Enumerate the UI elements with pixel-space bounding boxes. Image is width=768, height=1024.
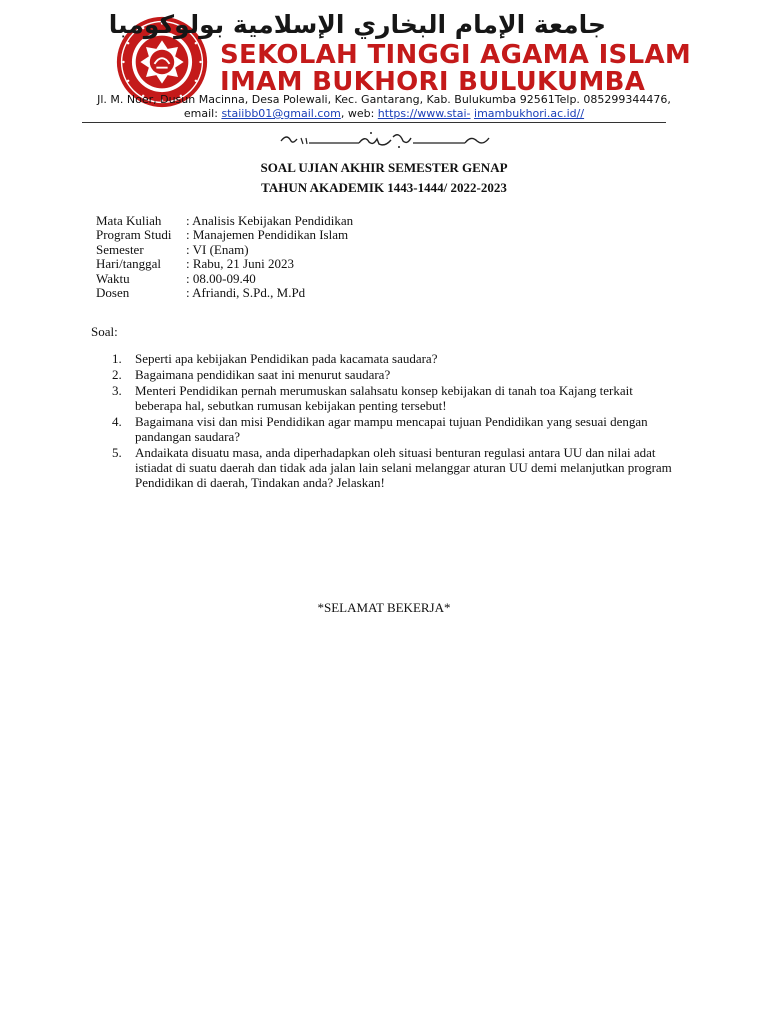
info-label: Waktu	[96, 270, 130, 286]
info-label: Program Studi	[96, 227, 172, 243]
question-item	[112, 351, 682, 366]
info-label: Dosen	[96, 285, 130, 301]
question-number: 1.	[112, 351, 122, 366]
bismillah-calligraphy	[279, 129, 491, 149]
web-link-part1[interactable]: https://www.stai-	[377, 107, 471, 120]
info-row-lecturer	[96, 286, 353, 300]
question-number: 2.	[112, 367, 122, 382]
question-list	[112, 351, 682, 491]
question-number: 5.	[112, 445, 122, 460]
address-line: Jl. M. Noer, Dusun Macinna, Desa Polewali, Kec. Gantarang, Kab. Bulukumba 92561Telp. 085299344476,	[97, 93, 671, 106]
info-row-semester	[96, 243, 353, 257]
email-link[interactable]: staiibb01@gmail.com	[221, 107, 341, 120]
info-row-date	[96, 257, 353, 271]
contact-line	[60, 107, 708, 120]
academic-year: TAHUN AKADEMIK 1443-1444/ 2022-2023	[261, 180, 507, 195]
info-value: : Rabu, 21 Juni 2023	[186, 256, 294, 272]
info-row-time	[96, 272, 353, 286]
web-link-part2[interactable]: imambukhori.ac.id//	[474, 107, 585, 120]
closing-message: *SELAMAT BEKERJA*	[317, 600, 451, 615]
question-text: Andaikata disuatu masa, anda diperhadapkan oleh situasi benturan regulasi antara UU dan nilai adat istiadat di suatu daerah dan tidak ada jalan lain selani melanggar aturan UU demi melanjutkan program Pendidikan di daerah, Tindakan anda? Jelaskan!	[135, 445, 672, 490]
arabic-institution-name: جامعة الإمام البخاري الإسلامية بولوكومبا	[108, 10, 606, 39]
info-label: Mata Kuliah	[96, 213, 162, 228]
info-value: : Afriandi, S.Pd., M.Pd	[186, 285, 306, 301]
question-text: Bagaimana pendidikan saat ini menurut saudara?	[135, 367, 391, 382]
question-item	[112, 367, 682, 382]
questions-heading: Soal:	[91, 324, 118, 339]
question-text: Menteri Pendidikan pernah merumuskan salahsatu konsep kebijakan di tanah toa Kajang terkait beberapa hal, sebutkan rumusan kebijakan penting tersebut!	[135, 383, 633, 413]
info-value: : Analisis Kebijakan Pendidikan	[186, 213, 354, 228]
question-text: Bagaimana visi dan misi Pendidikan agar mampu mencapai tujuan Pendidikan yang sesuai dengan pandangan saudara?	[135, 414, 648, 444]
info-value: : 08.00-09.40	[186, 270, 256, 286]
info-label: Hari/tanggal	[96, 256, 161, 272]
header-divider	[82, 122, 666, 123]
web-label: , web:	[340, 107, 378, 120]
info-row-program	[96, 228, 353, 242]
institution-name-line2: IMAM BUKHORI BULUKUMBA	[220, 67, 646, 97]
question-number: 3.	[112, 383, 122, 398]
question-item	[112, 383, 682, 413]
info-row-course	[96, 214, 353, 228]
question-number: 4.	[112, 414, 122, 429]
course-info	[96, 214, 353, 300]
question-item	[112, 445, 682, 490]
email-label: email:	[183, 107, 222, 120]
question-text: Seperti apa kebijakan Pendidikan pada kacamata saudara?	[135, 351, 438, 366]
institution-name-line1: SEKOLAH TINGGI AGAMA ISLAM	[220, 40, 692, 70]
exam-title: SOAL UJIAN AKHIR SEMESTER GENAP	[260, 160, 508, 175]
question-item	[112, 414, 682, 444]
info-value: : VI (Enam)	[186, 241, 249, 257]
info-value: : Manajemen Pendidikan Islam	[186, 227, 349, 243]
info-label: Semester	[96, 241, 144, 257]
